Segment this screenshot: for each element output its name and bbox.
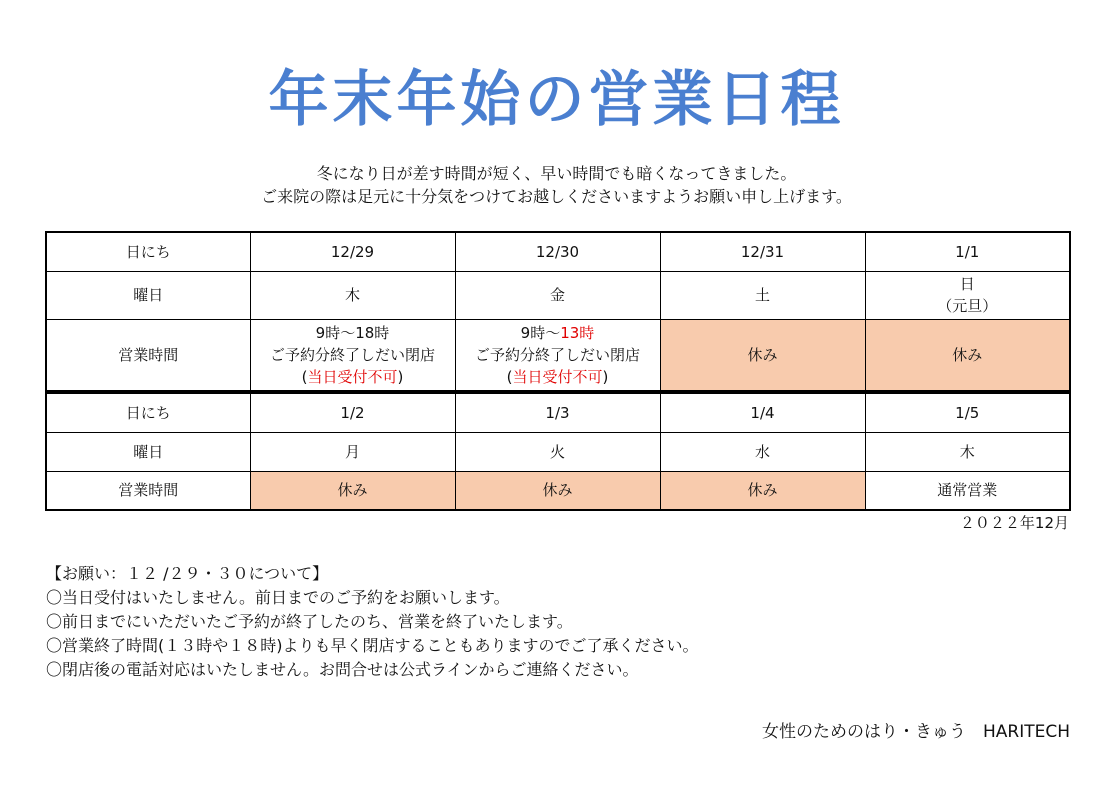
hours-cell-open: 通常営業: [865, 471, 1070, 510]
table-row: [46, 432, 1070, 471]
weekday-cell: 木: [250, 271, 455, 319]
date-cell: 1/4: [660, 393, 865, 432]
weekday-note: （元旦）: [937, 297, 998, 315]
date-cell: 1/3: [455, 393, 660, 432]
date-cell: 1/2: [250, 393, 455, 432]
hours-time-end: 13時: [560, 323, 595, 342]
notes-item: 〇当日受付はいたしません。前日までのご予約をお願いします。: [46, 588, 510, 607]
row-label-weekday: 曜日: [46, 271, 250, 319]
hours-time: 9時～18時: [315, 323, 390, 342]
notes-item: 〇閉店後の電話対応はいたしません。お問合せは公式ラインからご連絡ください。: [46, 660, 639, 679]
weekday-cell: [865, 271, 1070, 319]
weekday-cell: 火: [455, 432, 660, 471]
hours-cell-closed: 休み: [865, 319, 1070, 391]
date-cell: 12/30: [455, 232, 660, 271]
intro-line-1: 冬になり日が差す時間が短く、早い時間でも暗くなってきました。: [316, 164, 797, 183]
hours-cell: [455, 319, 660, 391]
table-row: [46, 471, 1070, 510]
date-cell: 12/31: [660, 232, 865, 271]
row-label-hours: 営業時間: [46, 319, 250, 391]
weekday-cell: 金: [455, 271, 660, 319]
hours-note: (当日受付不可): [301, 367, 404, 386]
table-row: [46, 232, 1070, 271]
footer-brand: 女性のためのはり・きゅう HARITECH: [761, 722, 1070, 742]
weekday-text: 日: [959, 275, 975, 293]
hours-cell-closed: 休み: [455, 471, 660, 510]
row-label-hours: 営業時間: [46, 471, 250, 510]
schedule-table-2: [45, 392, 1071, 511]
weekday-cell: 水: [660, 432, 865, 471]
table-row: [46, 393, 1070, 432]
issue-date: ２０２２年12月: [959, 514, 1069, 532]
row-label-weekday: 曜日: [46, 432, 250, 471]
hours-note-text: 当日受付不可: [307, 367, 398, 386]
hours-cell: [250, 319, 455, 391]
notes-section: [46, 562, 699, 682]
notes-item: 〇前日までにいただいたご予約が終了したのち、営業を終了いたします。: [46, 612, 573, 631]
hours-time: [456, 322, 660, 344]
date-cell: 12/29: [250, 232, 455, 271]
weekday-cell: 土: [660, 271, 865, 319]
hours-cell-closed: 休み: [660, 319, 865, 391]
page-title: 年末年始の営業日程: [268, 65, 845, 135]
notes-item: 〇営業終了時間(１３時や１８時)よりも早く閉店することもありますのでご了承ください。: [46, 636, 699, 655]
hours-time-start: 9時～: [520, 323, 561, 342]
hours-condition: ご予約分終了しだい閉店: [269, 345, 435, 364]
weekday-cell: 木: [865, 432, 1070, 471]
hours-cell-closed: 休み: [250, 471, 455, 510]
schedule-table-1: [45, 231, 1071, 392]
hours-cell-closed: 休み: [660, 471, 865, 510]
date-cell: 1/1: [865, 232, 1070, 271]
weekday-cell: 月: [250, 432, 455, 471]
row-label-date: 日にち: [46, 393, 250, 432]
hours-condition: ご予約分終了しだい閉店: [474, 345, 640, 364]
intro-line-2: ご来院の際は足元に十分気をつけてお越しくださいますようお願い申し上げます。: [261, 187, 852, 206]
date-cell: 1/5: [865, 393, 1070, 432]
row-label-date: 日にち: [46, 232, 250, 271]
notes-heading: 【お願い：１２ /２９・３０について】: [46, 564, 329, 583]
hours-note: (当日受付不可): [506, 367, 609, 386]
table-row: [46, 271, 1070, 319]
table-row: [46, 319, 1070, 391]
hours-note-text: 当日受付不可: [512, 367, 603, 386]
